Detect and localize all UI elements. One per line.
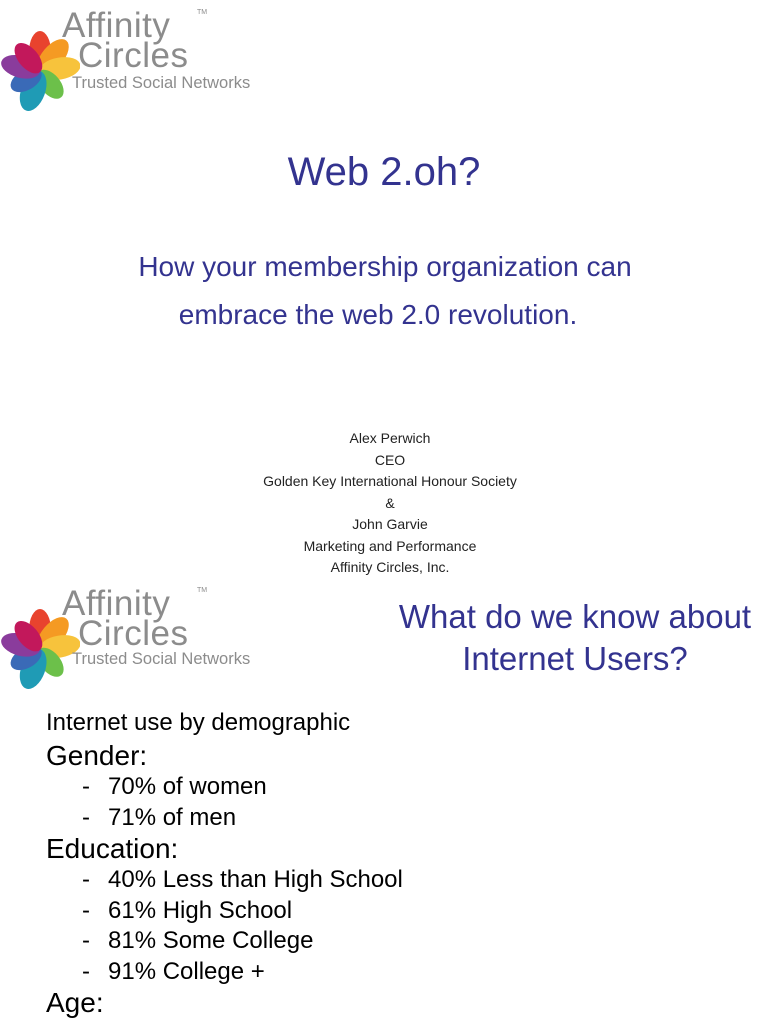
credit-line: Marketing and Performance <box>303 537 477 554</box>
list-item-text: 81% Some College <box>108 927 314 954</box>
slide2-title <box>380 596 768 680</box>
credit-line: Affinity Circles, Inc. <box>330 559 450 575</box>
logo-word-circles: Circles <box>78 614 189 653</box>
credit-line: & <box>385 494 395 511</box>
section-heading-age: Age: <box>46 987 104 1018</box>
list-item-text: 71% of men <box>108 803 237 831</box>
credit-line: CEO <box>374 451 406 468</box>
credit-line: Alex Perwich <box>349 430 431 446</box>
list-item: - 71% of men <box>82 803 237 831</box>
affinity-circles-logo <box>0 0 300 112</box>
section-heading-education: Education: <box>46 833 179 864</box>
logo-trademark: TM <box>197 9 208 16</box>
list-item: - 70% of women <box>82 773 267 800</box>
section-heading-gender: Gender: <box>46 740 148 771</box>
slide1-credits <box>0 428 768 579</box>
logo-word-affinity: Affinity <box>62 584 171 623</box>
slide1-subtitle-line1: How your membership organization can <box>138 251 632 282</box>
logo-word-circles: Circles <box>78 36 189 75</box>
logo-trademark: TM <box>197 587 208 594</box>
logo-tagline: Trusted Social Networks <box>72 650 251 668</box>
slide1-title: Web 2.oh? <box>287 150 481 194</box>
logo-word-affinity: Affinity <box>62 6 171 45</box>
credit-line: John Garvie <box>352 516 428 532</box>
list-item: - 40% Less than High School <box>82 866 403 893</box>
credit-line: Golden Key International Honour Society <box>263 473 517 489</box>
list-item: - 61% High School <box>82 896 293 924</box>
list-item-text: 91% College + <box>108 957 265 985</box>
slide1-subtitle-line2: embrace the web 2.0 revolution. <box>178 299 578 330</box>
affinity-circles-logo <box>0 578 300 690</box>
list-item-text: 70% of women <box>108 773 267 800</box>
list-item-text: 40% Less than High School <box>108 866 403 893</box>
list-item: - 81% Some College <box>82 927 314 954</box>
demographic-intro: Internet use by demographic <box>46 709 351 736</box>
list-item: - 91% College + <box>82 957 265 985</box>
slide2-body <box>46 706 403 1019</box>
slide2-title-line2: Internet Users? <box>462 640 688 677</box>
logo-tagline: Trusted Social Networks <box>72 74 251 92</box>
slide2-title-line1: What do we know about <box>398 598 752 635</box>
list-item-text: 61% High School <box>108 896 293 924</box>
